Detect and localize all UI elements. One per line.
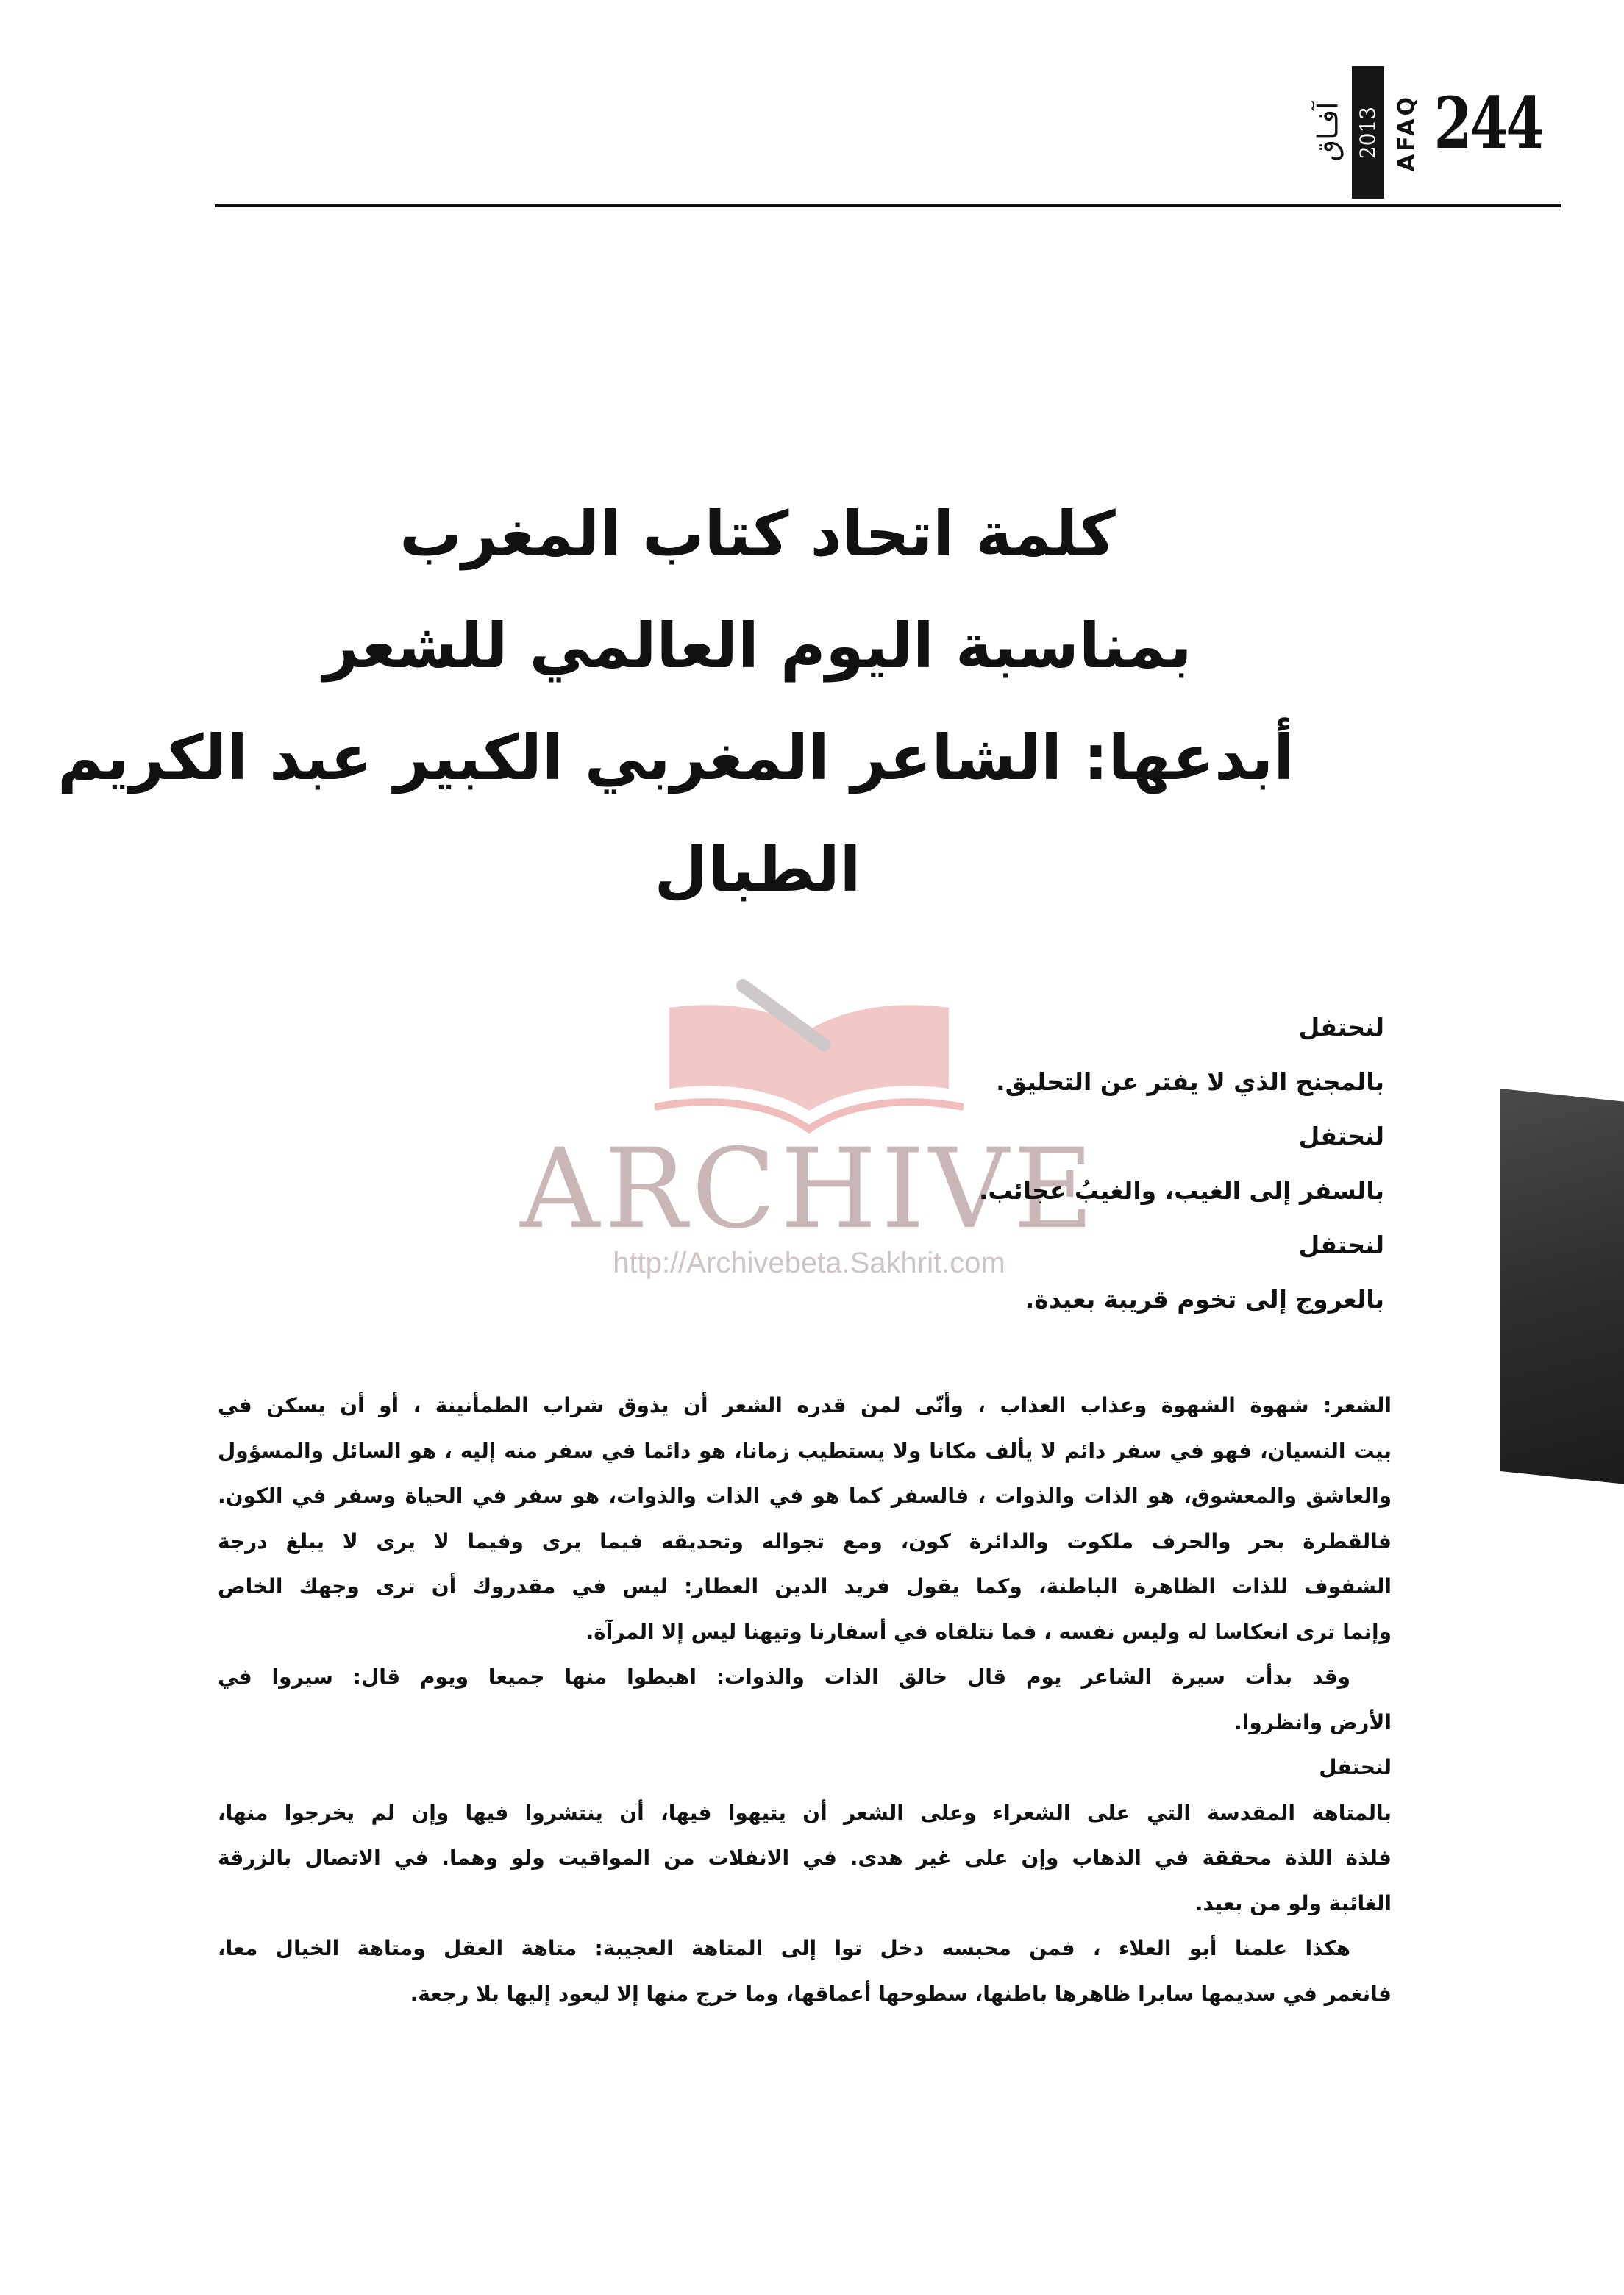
poem-line: بالعروج إلى تخوم قريبة بعيدة. (1025, 1285, 1384, 1314)
watermark-text: ARCHIVE (520, 1125, 1098, 1253)
poem-line: لنحتفل (1298, 1122, 1384, 1150)
page-header (0, 62, 1624, 179)
body-line: الشفوف للذات الظاهرة الباطنة، وكما يقول فريد الدين العطار: ليس في مقدروك أن ترى وجهك الخاص (218, 1574, 1392, 1598)
title-line: أبدعها: الشاعر المغربي الكبير عبد الكريم (57, 722, 1294, 794)
body-line: هكذا علمنا أبو العلاء ، فمن محبسه دخل توا إلى المتاهة العجيبة: متاهة العقل ومتاهة الخيال معا، (218, 1936, 1350, 1960)
body-line: والعاشق والمعشوق، هو الذات والذوات ، فالسفر كما هو في الذات والذوات، هو سفر في الحياة وسفر في الكون. (218, 1484, 1392, 1508)
poem-line: بالمجنح الذي لا يفتر عن التحليق. (996, 1067, 1384, 1096)
title-line: كلمة اتحاد كتاب المغرب (399, 498, 1116, 570)
title-line: بمناسبة اليوم العالمي للشعر (323, 610, 1192, 682)
body-line: بالمتاهة المقدسة التي على الشعراء وعلى الشعر أن يتيهوا فيها، أن ينتشروا فيها وإن لم يخرجوا منها، (218, 1800, 1392, 1825)
page-edge-tab (1500, 1089, 1624, 1484)
poem-line: بالسفر إلى الغيب، والغيبُ عجائب. (978, 1176, 1384, 1205)
body-line: فالقطرة بحر والحرف ملكوت والدائرة كون، ومع تجواله وتحديقه فيما يرى وفيما لا يرى لا يبلغ درجة (218, 1529, 1392, 1554)
year-badge: 2013 (1352, 66, 1384, 199)
header-divider (215, 204, 1561, 207)
poem-line: لنحتفل (1298, 1013, 1384, 1042)
journal-name-latin: AFAQ (1393, 93, 1420, 171)
poem-line: لنحتفل (1298, 1231, 1384, 1259)
body-label: لنحتفل (1319, 1755, 1392, 1779)
body-line: فانغمر في سديمها سابرا ظاهرها باطنها، سطوحها أعماقها، وما خرج منها إلا ليعود إليها بلا رجعة. (410, 1981, 1392, 2006)
body-line: بيت النسيان، فهو في سفر دائم لا يألف مكانا ولا يستطيب زمانا، هو دائما في سفر منه إليه ، هو السائل والمسؤول (218, 1438, 1392, 1463)
journal-name-arabic: آفـاق (1311, 102, 1345, 162)
watermark-url: http://Archivebeta.Sakhrit.com (613, 1247, 1005, 1279)
body-line: الشعر: شهوة الشهوة وعذاب العذاب ، وأنّى لمن قدره الشعر أن يذوق شراب الطمأنينة ، أو أن يسكن في (218, 1393, 1392, 1417)
body-line: فلذة اللذة محققة في الذهاب وإن على غير هدى. في الانفلات من المواقيت ولو وهما. في الاتصال بالزرقة (218, 1846, 1392, 1870)
body-line: الغائبة ولو من بعيد. (1194, 1890, 1392, 1915)
body-line: وقد بدأت سيرة الشاعر يوم قال خالق الذات والذوات: اهبطوا منها جميعا ويوم قال: سيروا في (218, 1665, 1350, 1689)
body-line: وإنما ترى انعكاسا له وليس نفسه ، فما نتلقاه في أسفارنا وتيهنا ليس إلا المرآة. (585, 1619, 1392, 1644)
body-line: الأرض وانظروا. (1234, 1709, 1392, 1734)
page-number: 244 (1434, 82, 1542, 165)
article-body (218, 1383, 1392, 2016)
poem-block (502, 1000, 1384, 1327)
article-title (57, 478, 1294, 925)
title-line: الطبال (654, 833, 861, 905)
